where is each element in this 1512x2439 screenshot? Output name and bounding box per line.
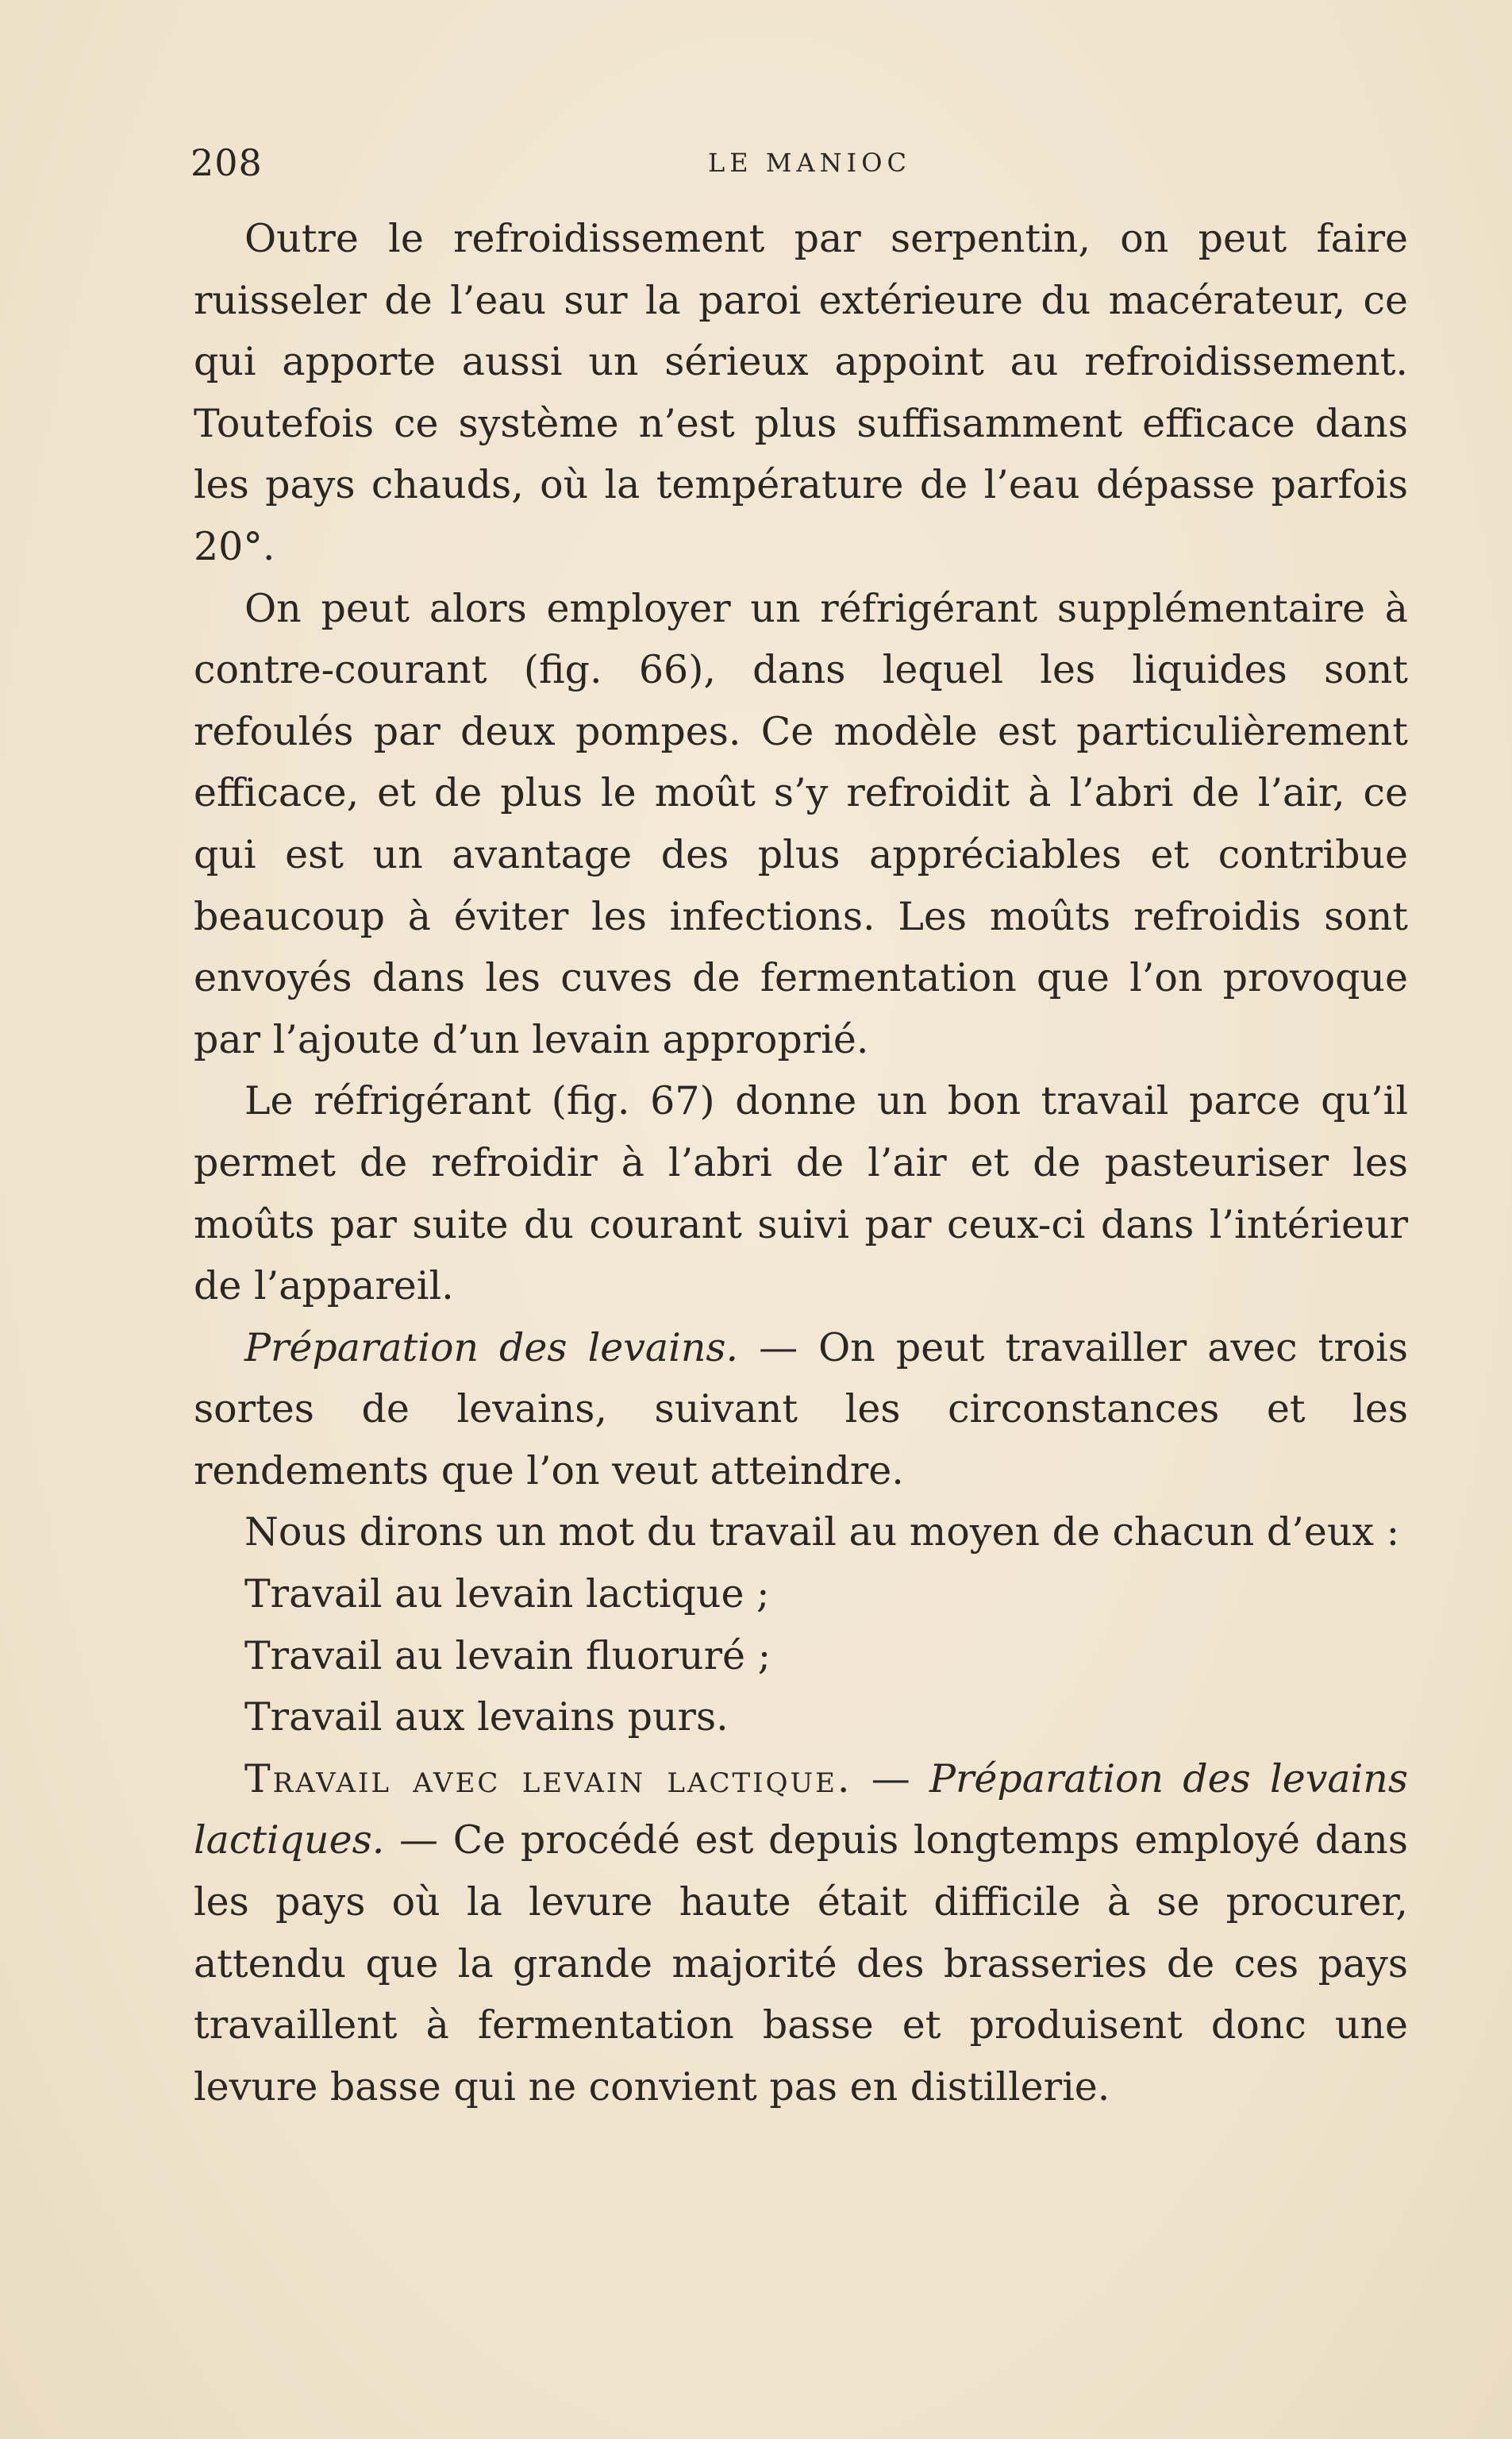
list-item-lactique: Travail au levain lactique ; [244,1571,770,1617]
paragraph-intro-travail: Nous dirons un mot du travail au moyen de chacun d’eux : [244,1509,1400,1555]
list-item-fluorure: Travail au levain fluoruré ; [244,1632,771,1678]
paragraph-refroidissement: Outre le refroidissement par serpentin, on peut faire ruisseler de l’eau sur la paroi extérieure du macérateur, ce qui apporte aussi un sérieux appoint au refroidissement. Toutefois ce système n’est plus suffisamment efficace dans les pays chauds, où la température de l’eau dépasse parfois 20°. [194,216,1408,569]
page-header [190,141,1405,189]
running-title: LE MANIOC [708,148,912,178]
paragraph-levain-lactique [194,1748,1408,2118]
paragraph-refrigerant-contre-courant: On peut alors employer un réfrigérant supplémentaire à contre-courant (fig. 66), dans lequel les liquides sont refoulés par deux pompes. Ce modèle est particulièrement efficace, et de plus le moût s’y refroidit à l’abri de l’air, ce qui est un avantage des plus appréciables et contribue beaucoup à éviter les infections. Les moûts refroidis sont envoyés dans les cuves de fermentation que l’on provoque par l’ajoute d’un levain approprié. [194,585,1408,1062]
section-heading-levains: Préparation des levains. [244,1324,739,1370]
list-item-purs: Travail aux levains purs. [244,1694,729,1740]
subheading-levains-lactiques: Préparation des levains lactiques. [194,1755,1408,1863]
heading-dash: — [852,1755,930,1801]
paragraph-refrigerant-fig67: Le réfrigérant (fig. 67) donne un bon travail parce qu’il permet de refroidir à l’abri de l’air et de pasteuriser les moûts par suite du courant suivi par ceux-ci dans l’intérieur de l’appareil. [194,1078,1408,1309]
levains-text: — On peut travailler avec trois sortes de levains, suivant les circonstances et les rendements que l’on veut atteindre. [194,1324,1408,1493]
paragraph-preparation-levains [194,1317,1408,1502]
section-heading-lactique: Travail avec levain lactique. [244,1755,852,1801]
lactique-text: — Ce procédé est depuis longtemps employé dans les pays où la levure haute était difficile à se procurer, attendu que la grande majorité des brasseries de ces pays travaillent à fermentation basse et produisent donc une levure basse qui ne convient pas en distillerie. [194,1817,1408,2110]
body-text [194,208,1408,2117]
page-number: 208 [190,141,263,184]
